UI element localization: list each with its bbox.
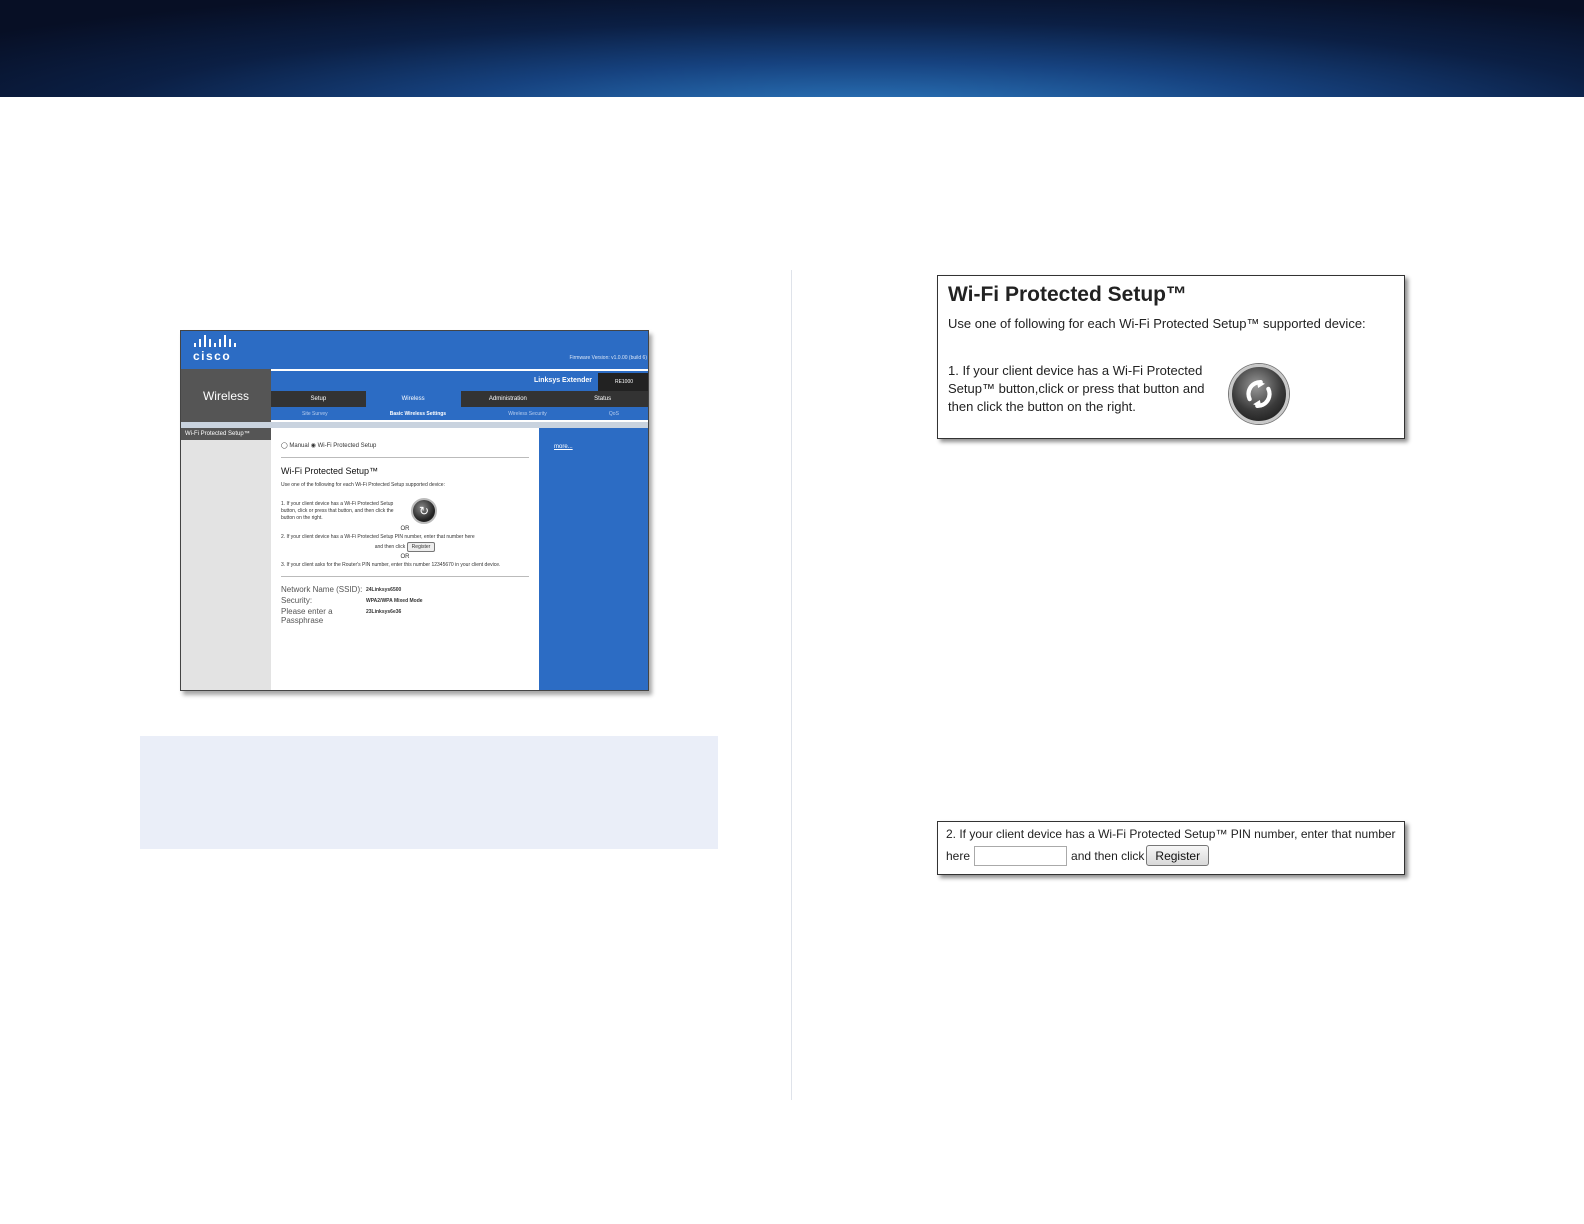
security-row bbox=[281, 596, 529, 605]
wps-push-button-icon[interactable] bbox=[1229, 364, 1289, 424]
wps-heading: Wi-Fi Protected Setup™ bbox=[281, 466, 379, 476]
tab-setup[interactable]: Setup bbox=[310, 396, 327, 402]
help-column bbox=[539, 428, 649, 691]
cisco-wordmark: cisco bbox=[193, 349, 232, 363]
model-number: RE1000 bbox=[598, 373, 649, 391]
register-button-large[interactable]: Register bbox=[1146, 845, 1209, 866]
security-label: Security: bbox=[281, 596, 313, 605]
pin-instruction: 2. If your client device has a Wi-Fi Protected Setup™ PIN number, enter that number bbox=[946, 827, 1396, 841]
subtab-wireless-security[interactable]: Wireless Security bbox=[508, 410, 547, 417]
subtab-basic-wireless[interactable]: Basic Wireless Settings bbox=[389, 410, 447, 417]
step2-then-click: and then click bbox=[374, 544, 406, 550]
mode-radios[interactable]: ◯ Manual ◉ Wi-Fi Protected Setup bbox=[281, 443, 377, 449]
wps-figure-1 bbox=[937, 275, 1405, 439]
step2-row bbox=[281, 542, 529, 552]
passphrase-value: 23Linksys6e36 bbox=[366, 609, 402, 615]
router-header bbox=[181, 331, 649, 369]
wps-title: Wi-Fi Protected Setup™ bbox=[948, 283, 1187, 306]
then-click-label: and then click bbox=[1071, 848, 1145, 863]
tab-administration[interactable]: Administration bbox=[488, 396, 527, 402]
pin-input[interactable] bbox=[974, 846, 1067, 866]
left-section-tag: Wi-Fi Protected Setup™ bbox=[181, 428, 271, 440]
header-banner bbox=[0, 0, 1584, 97]
ssid-row bbox=[281, 585, 529, 594]
sub-tabs bbox=[271, 407, 649, 420]
step1-text: 1. If your client device has a Wi-Fi Protected Setup button, click or press that button, and then click the button on the right. bbox=[281, 500, 394, 521]
ssid-value: 24Linksys6500 bbox=[366, 587, 402, 593]
rule-2 bbox=[281, 576, 529, 577]
step3-text: 3. If your client asks for the Router's PIN number, enter this number 12345670 in your client device. bbox=[281, 562, 501, 568]
subtab-qos[interactable]: QoS bbox=[608, 410, 619, 417]
cisco-logo bbox=[193, 335, 236, 363]
wps-button-icon[interactable]: ↻ bbox=[411, 498, 437, 524]
passphrase-label: Please enter a Passphrase bbox=[281, 607, 333, 625]
passphrase-row bbox=[281, 607, 529, 625]
security-value: WPA2/WPA Mixed Mode bbox=[366, 598, 423, 604]
ssid-label: Network Name (SSID): bbox=[281, 585, 363, 594]
wps-figure-2 bbox=[937, 821, 1405, 875]
column-divider bbox=[791, 270, 792, 1100]
pin-row bbox=[946, 845, 1396, 866]
subtab-site-survey[interactable]: Site Survey bbox=[302, 410, 328, 417]
wps-step-1: 1. If your client device has a Wi-Fi Protected Setup™ button,click or press that button and then click the button on the right. bbox=[948, 363, 1205, 414]
more-link[interactable]: more... bbox=[554, 444, 573, 450]
main-tabs bbox=[271, 391, 649, 407]
router-screenshot bbox=[180, 330, 649, 691]
left-column bbox=[181, 428, 271, 691]
or-separator: OR bbox=[400, 526, 410, 532]
wps-content bbox=[271, 428, 539, 691]
register-button[interactable]: Register bbox=[407, 542, 436, 552]
rule bbox=[281, 457, 529, 458]
wps-subtitle: Use one of following for each Wi-Fi Protected Setup™ supported device: bbox=[948, 316, 1366, 331]
wps-step1 bbox=[281, 498, 529, 524]
product-name: Linksys Extender bbox=[534, 377, 592, 384]
here-label: here bbox=[946, 848, 971, 863]
note-box bbox=[140, 736, 718, 849]
wps-arrows-icon bbox=[1242, 377, 1276, 411]
step2-text: 2. If your client device has a Wi-Fi Protected Setup PIN number, enter that number here bbox=[281, 534, 475, 540]
cisco-bars-icon bbox=[194, 335, 236, 347]
tab-wireless[interactable]: Wireless bbox=[366, 391, 461, 407]
firmware-version: Firmware Version: v1.0.00 (build 6) bbox=[569, 355, 647, 361]
wps-intro: Use one of the following for each Wi-Fi Protected Setup supported device: bbox=[281, 482, 445, 488]
or-separator-2: OR bbox=[400, 554, 410, 560]
section-title: Wireless bbox=[181, 369, 271, 422]
tab-status[interactable]: Status bbox=[594, 396, 612, 402]
product-bar bbox=[271, 369, 649, 391]
